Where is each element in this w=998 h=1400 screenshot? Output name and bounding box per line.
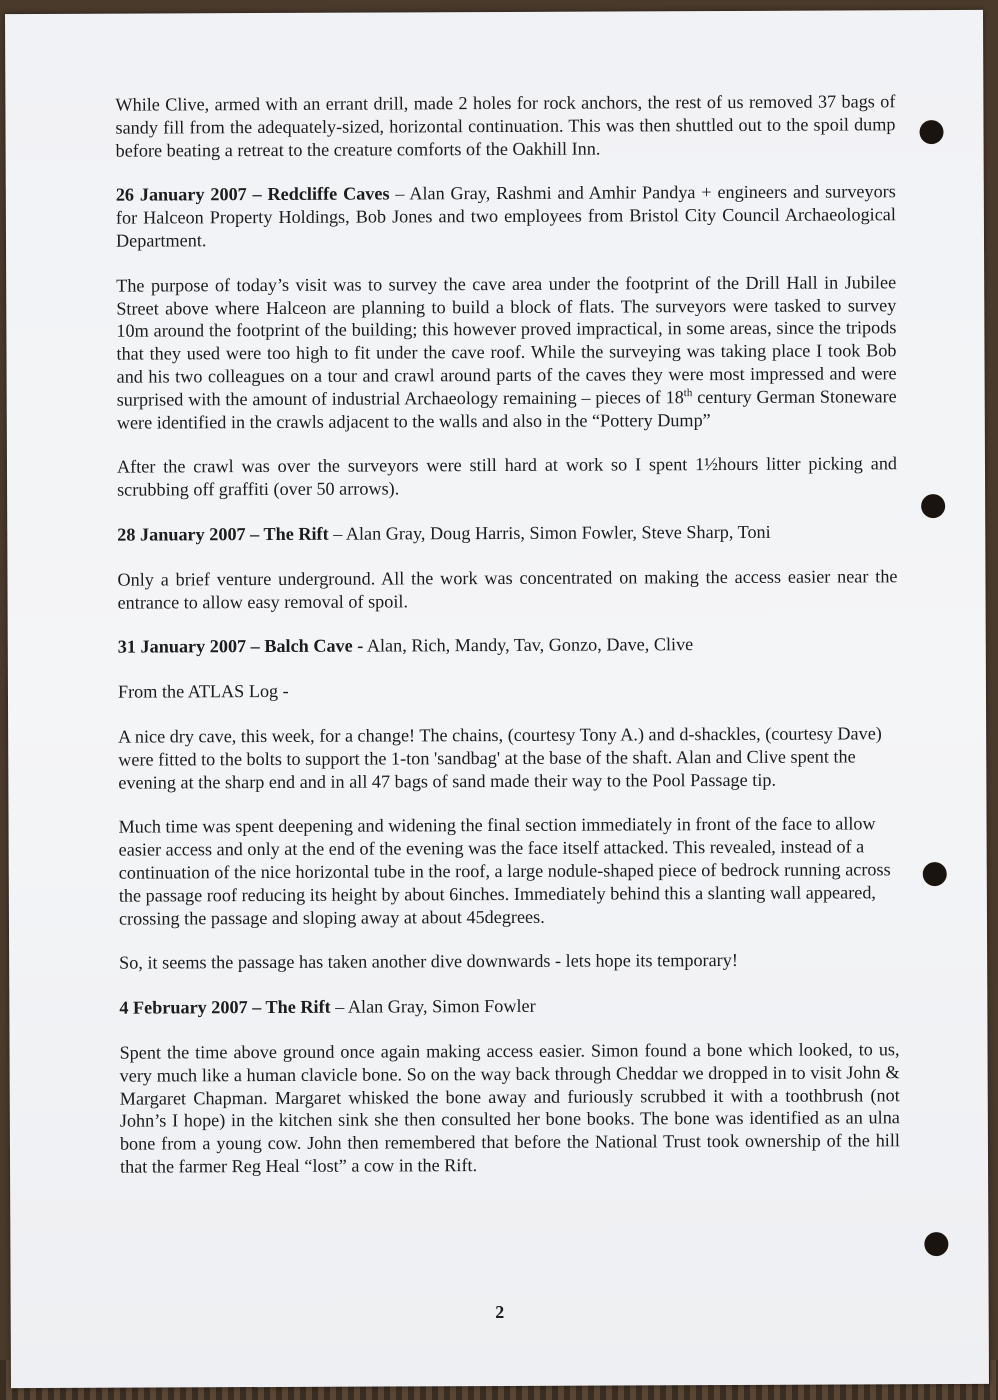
paragraph: From the ATLAS Log - <box>117 681 289 702</box>
entry-paragraph <box>117 520 897 546</box>
entry-paragraph <box>116 181 896 253</box>
paragraph <box>116 271 897 434</box>
page-body <box>115 90 900 1200</box>
paragraph: A nice dry cave, this week, for a change! The chains, (courtesy Tony A.) and d-shackles, (courtesy Dave) were fitted to the bolts to support the 1-ton 'sandbag' at the base of the shaft. Alan and Clive spent the evening at the sharp end and in all 47 bags of sand made their way to the Pool Passage tip. <box>118 723 882 793</box>
punch-hole <box>921 494 945 518</box>
paragraph: So, it seems the passage has taken another dive downwards - lets hope its temporary! <box>119 950 738 973</box>
punch-hole <box>919 120 943 144</box>
punch-hole <box>923 862 947 886</box>
paragraph: Much time was spent deepening and widening the final section immediately in front of the face to allow easier access and only at the end of the evening was the face itself attacked. This revealed, instead of a continuation of the nice horizontal tube in the roof, a large nodule-shaped piece of bedrock running across the passage roof reducing its height by about 6inches. Immediately behind this a slanting wall appeared, crossing the passage and sloping away at about 45degrees. <box>118 813 891 929</box>
entry-attendees: Alan, Rich, Mandy, Tav, Gonzo, Dave, Clive <box>363 634 694 656</box>
page-number: 2 <box>495 1301 505 1323</box>
punch-hole <box>924 1232 948 1256</box>
entry-attendees: – Alan Gray, Rashmi and Amhir Pandya + engineers and surveyors for Halceon Property Holdings, Bob Jones and two employees from Bristol City Council Archaeological Department. <box>115 181 896 251</box>
entry-heading: 26 January 2007 – Redcliffe Caves <box>115 183 390 206</box>
superscript: th <box>683 386 693 399</box>
document-page <box>5 10 989 1388</box>
entry-attendees: – Alan Gray, Doug Harris, Simon Fowler, Steve Sharp, Toni <box>328 521 771 544</box>
paragraph: While Clive, armed with an errant drill, made 2 holes for rock anchors, the rest of us removed 37 bags of sandy fill from the adequately-sized, horizontal continuation. This was then shuttled out to the spoil dump before beating a retreat to the creature comforts of the Oakhill Inn. <box>115 91 896 161</box>
paragraph: Only a brief venture underground. All the work was concentrated on making the access easier near the entrance to allow easy removal of spoil. <box>117 566 898 613</box>
paragraph: Spent the time above ground once again making access easier. Simon found a bone which looked, to us, very much like a human clavicle bone. So on the way back through Cheddar we dropped in to visit John & Margaret Chapman. Margaret whisked the bone away and furiously scrubbed it with a toothbrush (not John’s I hope) in the kitchen sink she then consulted her bone books. The bone was identified as an ulna bone from a young cow. John then remembered that before the National Trust took ownership of the hill that the farmer Reg Heal “lost” a cow in the Rift. <box>119 1039 900 1177</box>
entry-heading: 4 February 2007 – The Rift <box>119 996 331 1018</box>
entry-attendees: – Alan Gray, Simon Fowler <box>330 995 536 1017</box>
entry-paragraph <box>119 993 899 1019</box>
paragraph-text: The purpose of today’s visit was to survey the cave area under the footprint of the Drill Hall in Jubilee Street above where Halceon are planning to build a block of flats. The surveyors were tasked to survey 10m around the footprint of the building; this however proved impractical, in some areas, since the tripods that they used were too high to fit under the cave roof. While the surveying was taking place I took Bob and his two colleagues on a tour and crawl around parts of the caves they were most impressed and were surprised with the amount of industrial Archaeology remaining – pieces of 18 <box>116 272 897 410</box>
paragraph-text: century German Stoneware were identified in the crawls adjacent to the walls and also in the “Pottery Dump” <box>116 386 897 433</box>
entry-heading: 31 January 2007 – Balch Cave - <box>117 635 364 657</box>
paragraph: After the crawl was over the surveyors were still hard at work so I spent 1½hours litter picking and scrubbing off graffiti (over 50 arrows). <box>116 453 898 500</box>
entry-heading: 28 January 2007 – The Rift <box>117 523 329 545</box>
entry-paragraph <box>118 633 898 659</box>
